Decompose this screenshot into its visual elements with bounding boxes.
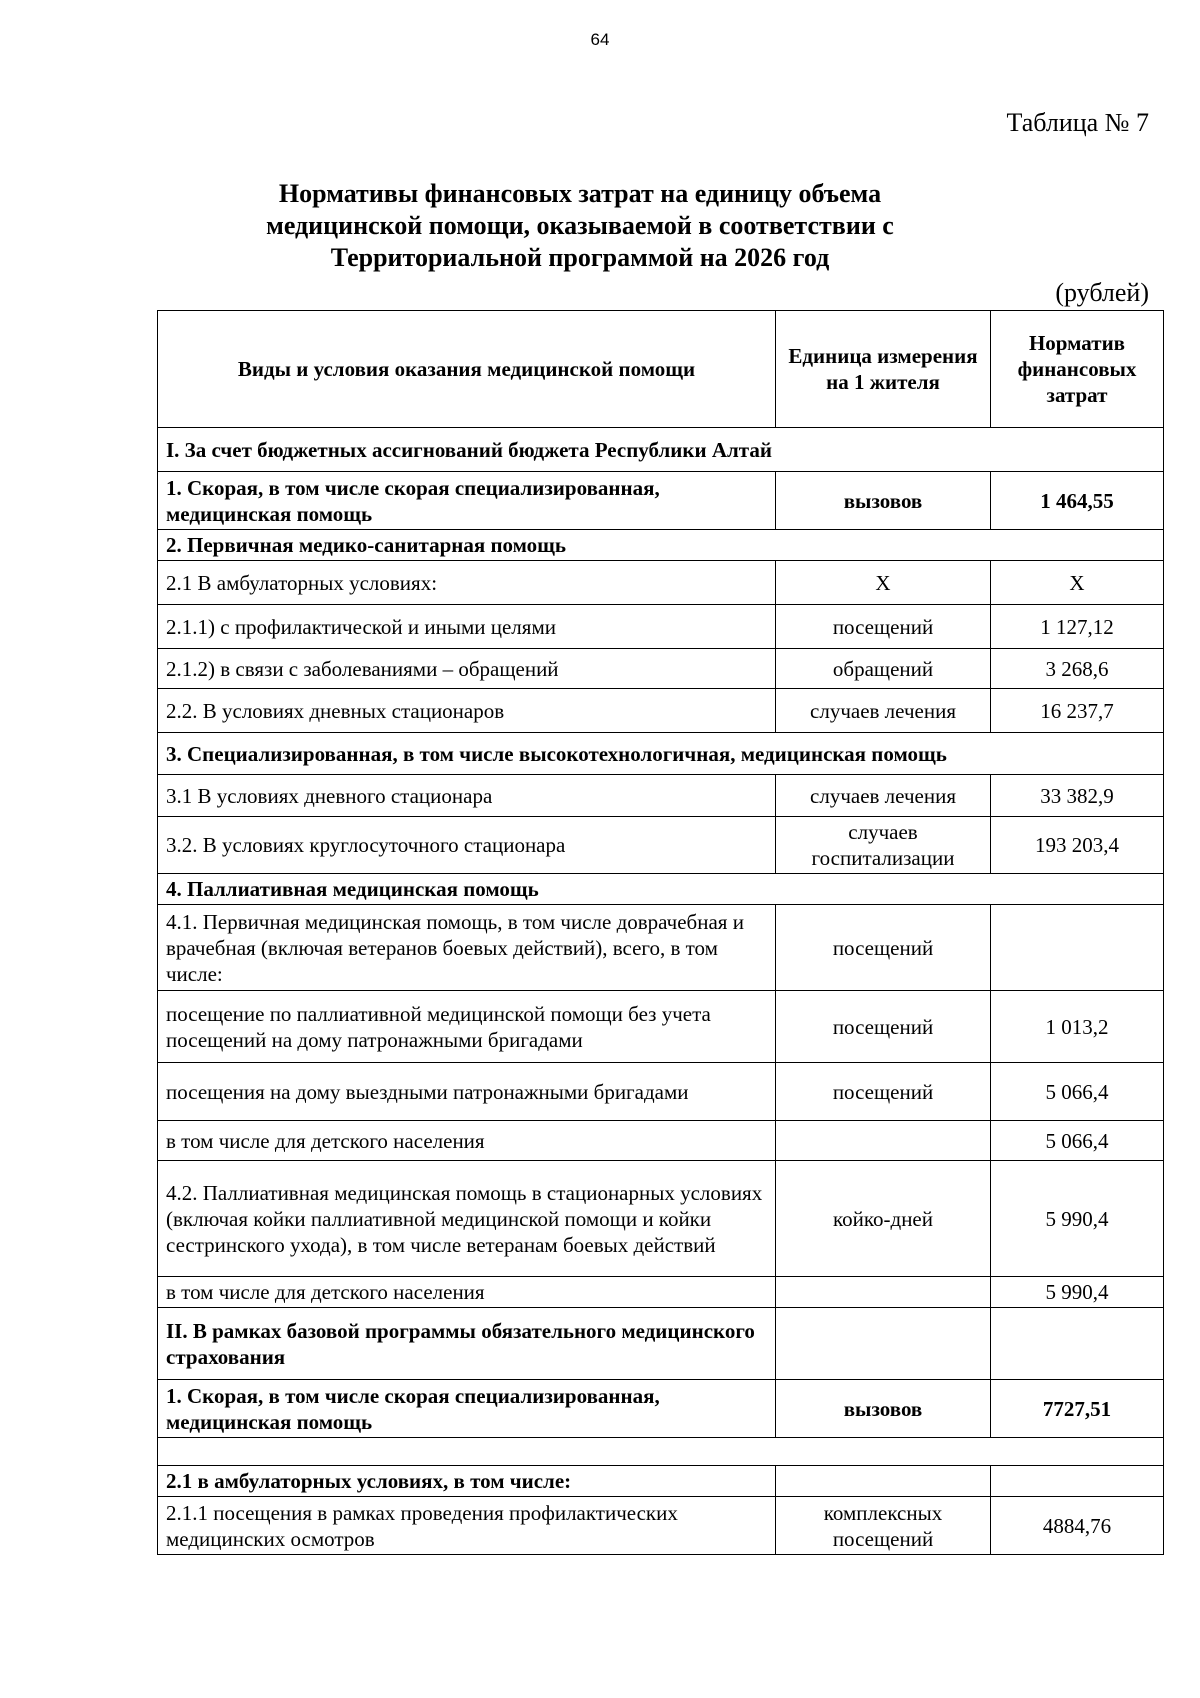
row-unit: посещений — [776, 1063, 991, 1121]
row-unit — [776, 1121, 991, 1161]
row-value: 3 268,6 — [991, 649, 1164, 689]
row-label: 1. Скорая, в том числе скорая специализированная, медицинская помощь — [158, 472, 776, 530]
row-label: 2.1.2) в связи с заболеваниями – обращений — [158, 649, 776, 689]
table-row — [158, 991, 1164, 1063]
table-row — [158, 689, 1164, 733]
table-row — [158, 733, 1164, 775]
row-label: в том числе для детского населения — [158, 1121, 776, 1161]
row-unit: вызовов — [776, 472, 991, 530]
header-type: Виды и условия оказания медицинской помощи — [158, 311, 776, 428]
row-label: в том числе для детского населения — [158, 1277, 776, 1308]
row-label: 3.1 В условиях дневного стационара — [158, 775, 776, 817]
table-row — [158, 1466, 1164, 1497]
row-unit: случаев лечения — [776, 775, 991, 817]
row-unit — [776, 1308, 991, 1380]
row-value: 1 127,12 — [991, 605, 1164, 649]
row-label: 2.1.1) с профилактической и иными целями — [158, 605, 776, 649]
row-label: II. В рамках базовой программы обязательного медицинского страхования — [158, 1308, 776, 1380]
table-row — [158, 1121, 1164, 1161]
table-row — [158, 874, 1164, 905]
row-unit: койко-дней — [776, 1161, 991, 1277]
document-title: Нормативы финансовых затрат на единицу объема медицинской помощи, оказываемой в соответствии с Территориальной программой на 2026 год — [266, 179, 894, 272]
row-label: 2.2. В условиях дневных стационаров — [158, 689, 776, 733]
row-value: 5 990,4 — [991, 1277, 1164, 1308]
row-label: 4.1. Первичная медицинская помощь, в том числе доврачебная и врачебная (включая ветеранов боевых действий), всего, в том числе: — [158, 905, 776, 991]
page-number: 64 — [590, 30, 610, 49]
norms-table — [157, 310, 1164, 1555]
section-heading: I. За счет бюджетных ассигнований бюджета Республики Алтай — [158, 428, 1164, 472]
section-heading: 2. Первичная медико-санитарная помощь — [158, 530, 1164, 561]
table-row — [158, 1063, 1164, 1121]
row-label: 3.2. В условиях круглосуточного стационара — [158, 817, 776, 874]
empty-row-cell — [158, 1438, 1164, 1466]
row-unit: обращений — [776, 649, 991, 689]
table-row — [158, 817, 1164, 874]
row-value: 7727,51 — [991, 1380, 1164, 1438]
table-row — [158, 428, 1164, 472]
table-row — [158, 530, 1164, 561]
row-value: 33 382,9 — [991, 775, 1164, 817]
row-label: 4.2. Паллиативная медицинская помощь в стационарных условиях (включая койки паллиативной медицинской помощи и койки сестринского ухода), в том числе ветеранам боевых действий — [158, 1161, 776, 1277]
row-label: посещение по паллиативной медицинской помощи без учета посещений на дому патронажными бригадами — [158, 991, 776, 1063]
table-row — [158, 1497, 1164, 1555]
row-value: 1 013,2 — [991, 991, 1164, 1063]
table-row — [158, 775, 1164, 817]
row-unit: случаев госпитализации — [776, 817, 991, 874]
row-value — [991, 1308, 1164, 1380]
section-heading: 4. Паллиативная медицинская помощь — [158, 874, 1164, 905]
row-unit: случаев лечения — [776, 689, 991, 733]
row-value — [991, 1466, 1164, 1497]
table-row — [158, 649, 1164, 689]
table-row — [158, 905, 1164, 991]
table-row — [158, 472, 1164, 530]
table-row — [158, 1380, 1164, 1438]
row-label: 2.1 в амбулаторных условиях, в том числе: — [158, 1466, 776, 1497]
table-row — [158, 1308, 1164, 1380]
units-label: (рублей) — [1055, 278, 1149, 307]
row-unit: Х — [776, 561, 991, 605]
table-body — [158, 428, 1164, 1555]
row-value: 16 237,7 — [991, 689, 1164, 733]
row-unit: посещений — [776, 991, 991, 1063]
row-unit — [776, 1466, 991, 1497]
row-value: 5 066,4 — [991, 1063, 1164, 1121]
row-unit: посещений — [776, 905, 991, 991]
row-value — [991, 905, 1164, 991]
table-row — [158, 561, 1164, 605]
header-unit: Единица измерения на 1 жителя — [776, 311, 991, 428]
row-value: 5 066,4 — [991, 1121, 1164, 1161]
row-value: 1 464,55 — [991, 472, 1164, 530]
row-unit: комплексных посещений — [776, 1497, 991, 1555]
row-label: 2.1.1 посещения в рамках проведения профилактических медицинских осмотров — [158, 1497, 776, 1555]
section-heading: 3. Специализированная, в том числе высокотехнологичная, медицинская помощь — [158, 733, 1164, 775]
table-row — [158, 1438, 1164, 1466]
row-value: 193 203,4 — [991, 817, 1164, 874]
table-row — [158, 605, 1164, 649]
table-row — [158, 1161, 1164, 1277]
header-norm: Норматив финансовых затрат — [991, 311, 1164, 428]
row-label: 1. Скорая, в том числе скорая специализированная, медицинская помощь — [158, 1380, 776, 1438]
row-label: 2.1 В амбулаторных условиях: — [158, 561, 776, 605]
header-row — [158, 311, 1164, 428]
row-label: посещения на дому выездными патронажными бригадами — [158, 1063, 776, 1121]
row-value: 4884,76 — [991, 1497, 1164, 1555]
row-unit: вызовов — [776, 1380, 991, 1438]
table-row — [158, 1277, 1164, 1308]
row-unit — [776, 1277, 991, 1308]
table-label: Таблица № 7 — [1006, 108, 1149, 137]
row-value: Х — [991, 561, 1164, 605]
row-unit: посещений — [776, 605, 991, 649]
row-value: 5 990,4 — [991, 1161, 1164, 1277]
